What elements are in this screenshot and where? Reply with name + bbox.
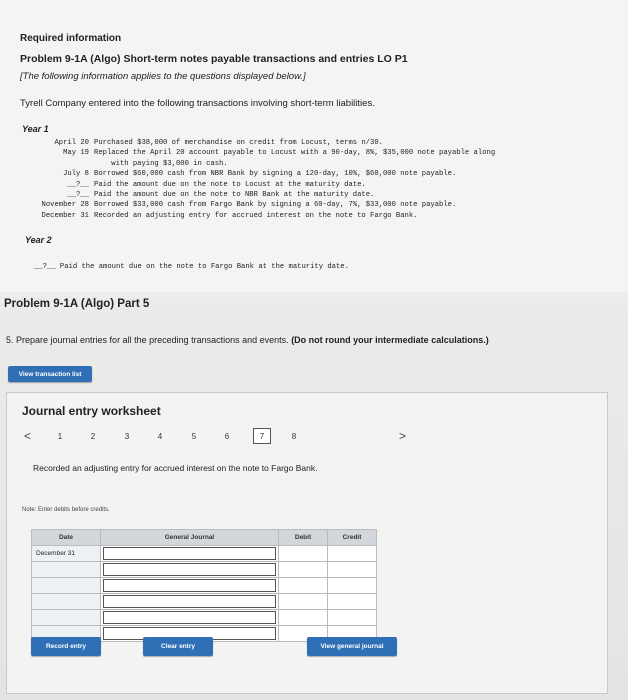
account-input[interactable] (103, 579, 276, 592)
tx-date: April 20 (54, 139, 89, 147)
journal-table (31, 529, 377, 642)
account-input[interactable] (103, 595, 276, 608)
part-title: Problem 9-1A (Algo) Part 5 (4, 298, 150, 310)
tx-text: Paid the amount due on the note to Locust at the maturity date. (94, 180, 366, 189)
debit-input[interactable] (279, 594, 328, 610)
date-cell[interactable] (32, 610, 101, 626)
account-cell[interactable] (101, 578, 279, 594)
instruction-text: 5. Prepare journal entries for all the preceding transactions and events. (6, 335, 289, 345)
table-row (32, 594, 377, 610)
journal-entry-worksheet (6, 392, 608, 694)
account-input[interactable] (103, 563, 276, 576)
debit-input[interactable] (279, 546, 328, 562)
page-button[interactable]: 3 (124, 431, 130, 441)
year1-dates (27, 138, 89, 221)
required-info-heading: Required information (20, 33, 122, 44)
year1-label: Year 1 (22, 124, 49, 134)
tx-text: Paid the amount due on the note to NBR Bank at the maturity date. (94, 191, 375, 200)
entry-note: Note: Enter debits before credits. (22, 507, 110, 513)
year1-texts (94, 138, 495, 221)
credit-input[interactable] (328, 578, 377, 594)
tx-text: with paying $3,000 in cash. (111, 159, 228, 168)
debit-header: Debit (279, 530, 328, 546)
record-entry-button[interactable]: Record entry (31, 637, 101, 656)
part-instruction (6, 335, 489, 345)
page-button[interactable]: 8 (291, 431, 297, 441)
date-header: Date (32, 530, 101, 546)
tx-text: Replaced the April 20 account payable to Locust with a 90-day, 8%, $35,000 note payable along (94, 149, 496, 158)
account-cell[interactable] (101, 546, 279, 562)
problem-note: [The following information applies to the questions displayed below.] (20, 71, 306, 82)
credit-input[interactable] (328, 546, 377, 562)
debit-input[interactable] (279, 610, 328, 626)
view-transaction-list-button[interactable]: View transaction list (8, 366, 92, 382)
date-cell[interactable]: December 31 (32, 546, 101, 562)
tx-date: November 28 (41, 201, 89, 210)
page-button[interactable]: 4 (157, 431, 163, 441)
year2-label: Year 2 (25, 235, 52, 245)
date-cell[interactable] (32, 562, 101, 578)
account-cell[interactable] (101, 594, 279, 610)
credit-header: Credit (328, 530, 377, 546)
problem-title: Problem 9-1A (Algo) Short-term notes payable transactions and entries LO P1 (20, 53, 408, 65)
credit-input[interactable] (328, 562, 377, 578)
problem-statement (0, 0, 628, 292)
instruction-bold: (Do not round your intermediate calculations.) (291, 335, 489, 345)
table-row (32, 578, 377, 594)
table-row (32, 610, 377, 626)
tx-text: Paid the amount due on the note to Fargo Bank at the maturity date. (59, 263, 349, 271)
worksheet-pager (22, 427, 412, 445)
account-cell[interactable] (101, 562, 279, 578)
tx-date: __?__ (34, 263, 56, 271)
chevron-left-icon[interactable]: < (24, 429, 32, 443)
tx-text: Borrowed $60,000 cash from NBR Bank by signing a 120-day, 10%, $60,000 note payable. (94, 170, 457, 179)
account-input[interactable] (103, 611, 276, 624)
year2-transaction (34, 262, 349, 272)
tx-text: Borrowed $33,000 cash from Fargo Bank by signing a 60-day, 7%, $33,000 note payable. (94, 201, 457, 210)
debit-input[interactable] (279, 562, 328, 578)
entry-description: Recorded an adjusting entry for accrued interest on the note to Fargo Bank. (33, 463, 318, 473)
page-button[interactable]: 2 (90, 431, 96, 441)
tx-date: July 8 (63, 170, 89, 179)
table-row (32, 546, 377, 562)
problem-intro: Tyrell Company entered into the following transactions involving short-term liabilities. (20, 98, 375, 109)
worksheet-title: Journal entry worksheet (22, 404, 161, 418)
clear-entry-button[interactable]: Clear entry (143, 637, 213, 656)
tx-text: Recorded an adjusting entry for accrued interest on the note to Fargo Bank. (94, 211, 418, 220)
credit-input[interactable] (328, 610, 377, 626)
tx-date: __?__ (67, 191, 89, 200)
table-row (32, 562, 377, 578)
page-button[interactable]: 6 (224, 431, 230, 441)
tx-date: December 31 (41, 211, 89, 220)
date-cell[interactable] (32, 578, 101, 594)
view-general-journal-button[interactable]: View general journal (307, 637, 397, 656)
tx-text: Purchased $38,000 of merchandise on credit from Locust, terms n/30. (94, 139, 383, 147)
account-cell[interactable] (101, 610, 279, 626)
page-button-active[interactable]: 7 (253, 428, 271, 444)
account-header: General Journal (101, 530, 279, 546)
debit-input[interactable] (279, 578, 328, 594)
date-cell[interactable] (32, 594, 101, 610)
credit-input[interactable] (328, 594, 377, 610)
tx-date: __?__ (67, 180, 89, 189)
account-input[interactable] (103, 547, 276, 560)
page-button[interactable]: 1 (57, 431, 63, 441)
chevron-right-icon[interactable]: > (399, 429, 407, 443)
tx-date: May 19 (63, 149, 89, 158)
page-button[interactable]: 5 (191, 431, 197, 441)
